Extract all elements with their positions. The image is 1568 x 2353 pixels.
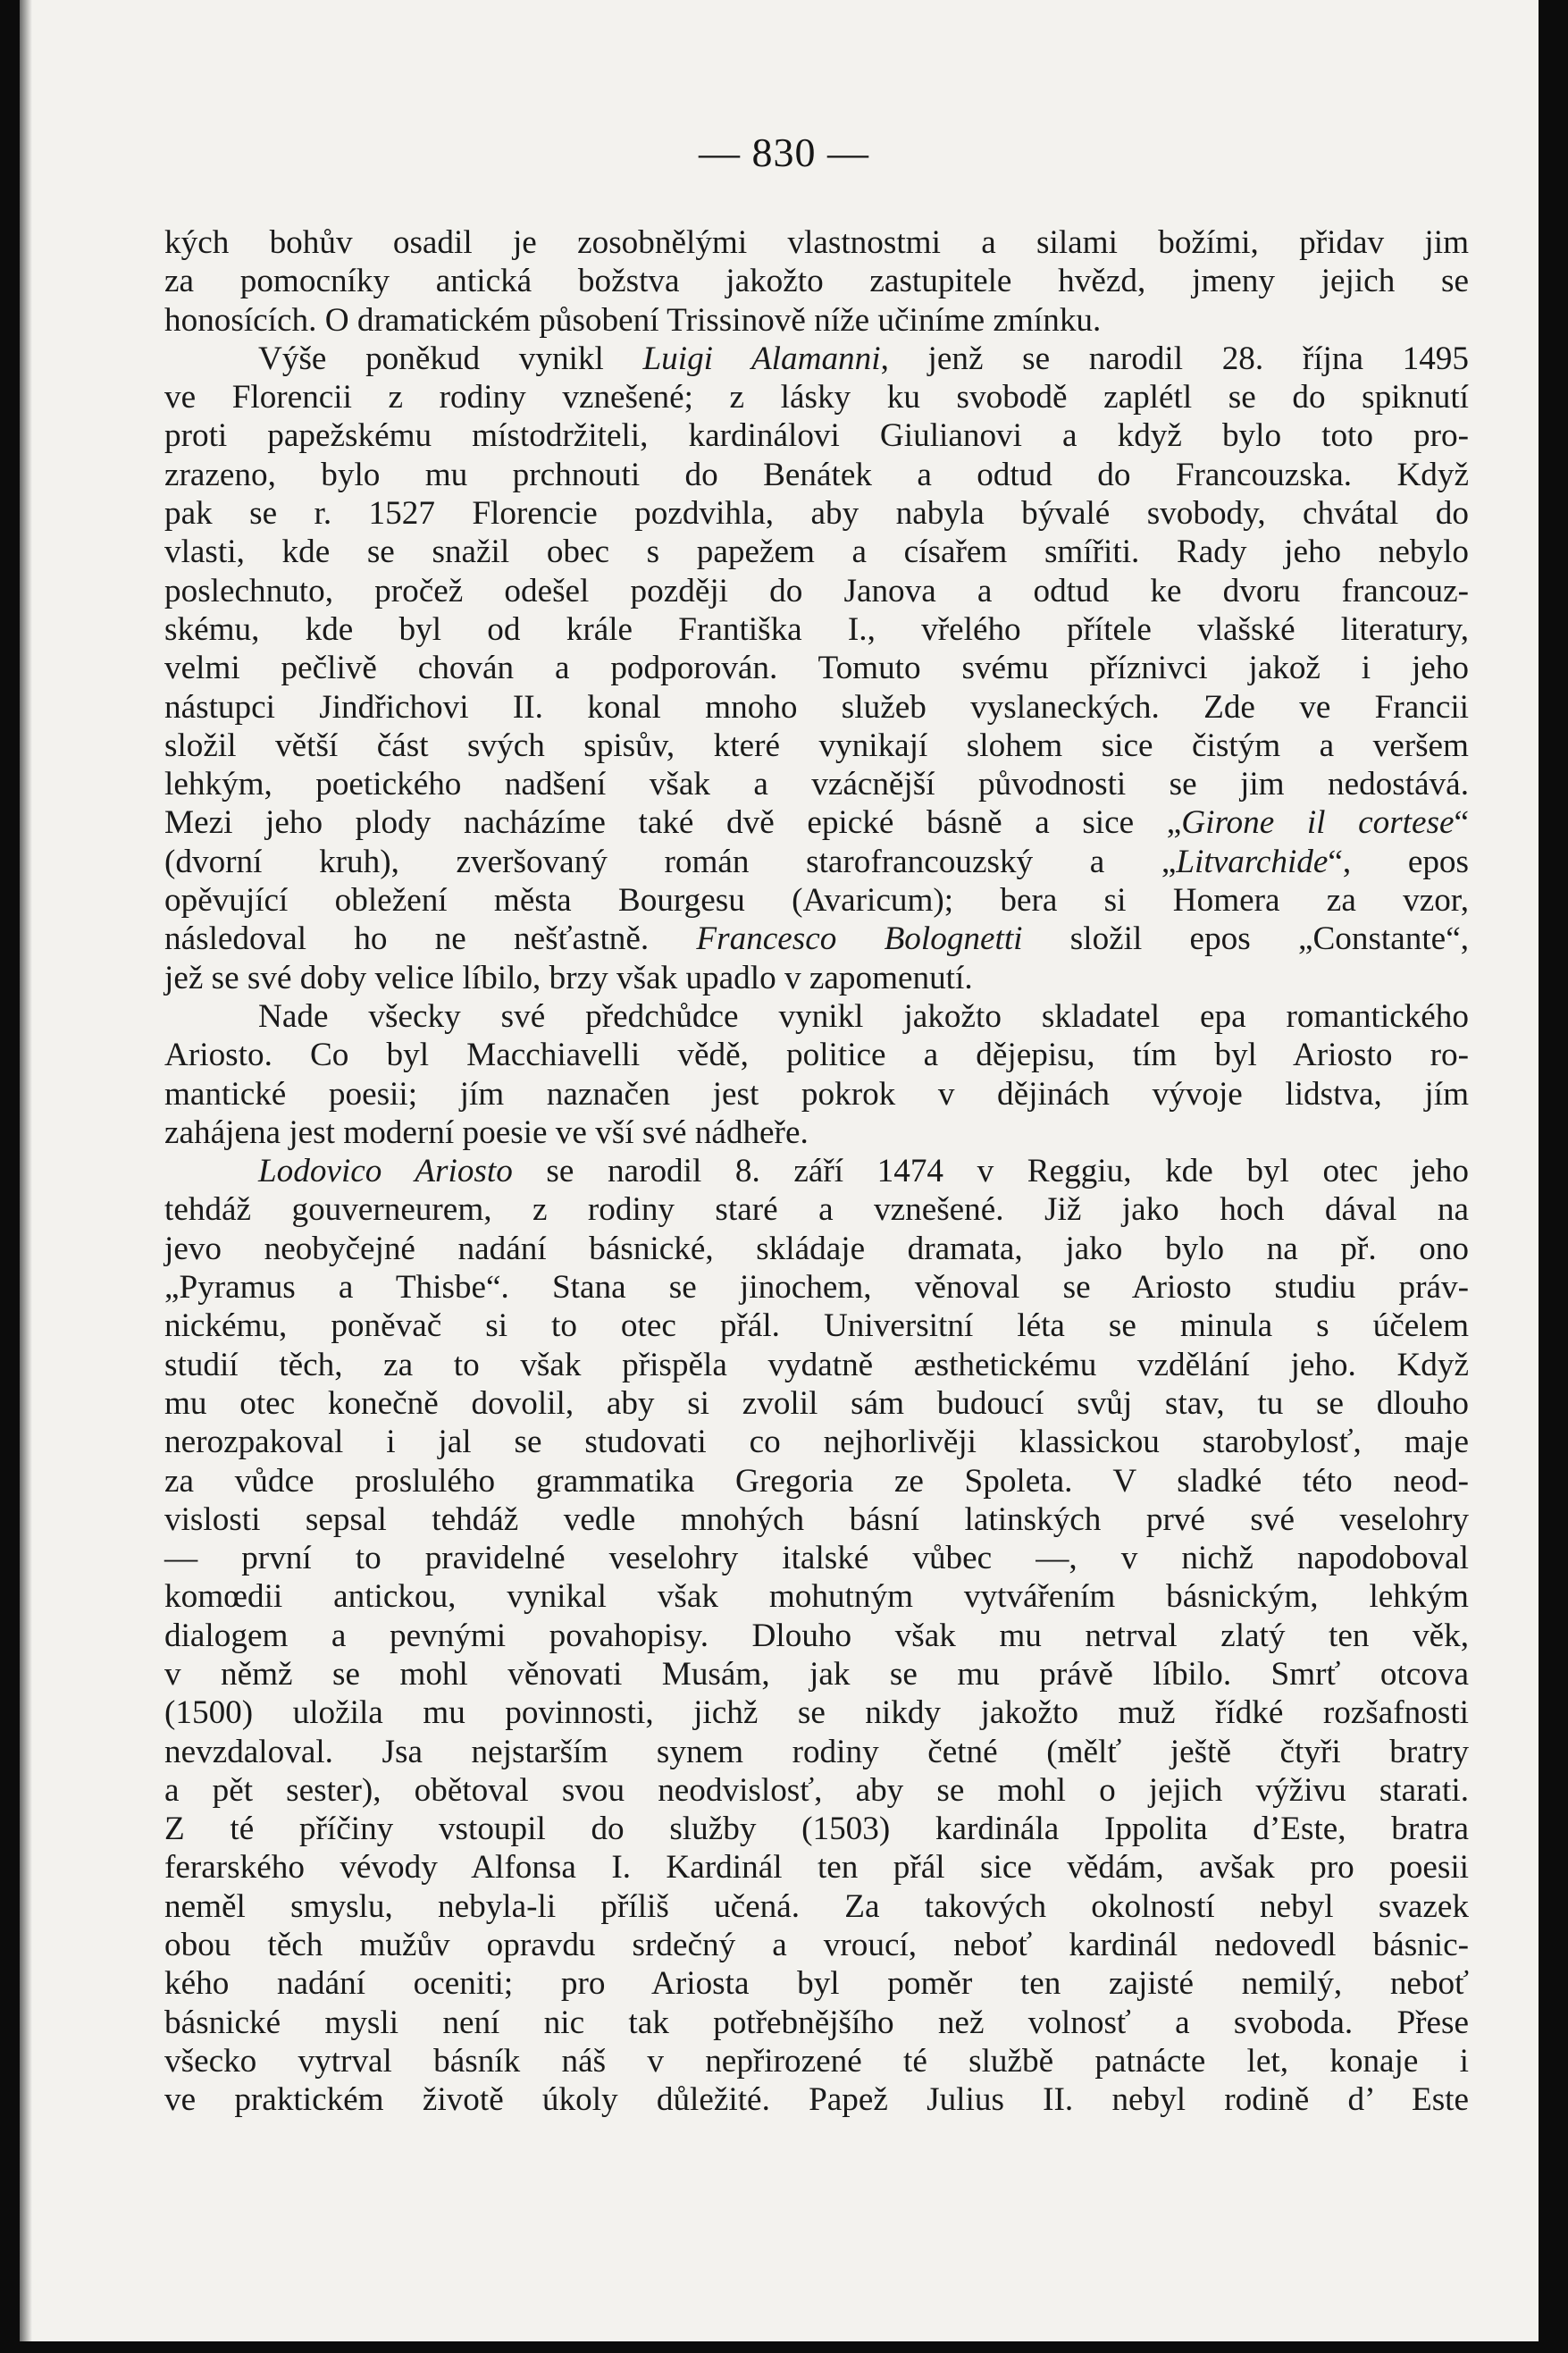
text-line — [164, 1384, 1469, 1423]
line-text: mu otec konečně dovolil, aby si zvolil sám budoucí svůj stav, tu se dlouho — [164, 1384, 1469, 1422]
line-text: honosících. O dramatickém působení Trissinově níže učiníme zmínku. — [164, 301, 1102, 339]
italic-name: Litvarchide — [1176, 843, 1329, 880]
line-text: zrazeno, bylo mu prchnouti do Benátek a odtud do Francouzska. Když — [164, 456, 1469, 493]
text-line — [164, 881, 1469, 920]
text-line — [164, 416, 1469, 455]
text-line — [164, 1462, 1469, 1500]
line-text: (1500) uložila mu povinnosti, jichž se nikdy jakožto muž řídké rozšafnosti — [164, 1694, 1469, 1732]
text-line — [164, 1500, 1469, 1539]
line-text: komœdii antickou, vynikal však mohutným vytvářením básnickým, lehkým — [164, 1578, 1469, 1616]
text-line — [164, 301, 1469, 340]
line-text: lehkým, poetického nadšení však a vzácnější původnosti se jim nedostává. — [164, 766, 1469, 803]
line-text-after: “ — [1454, 804, 1469, 842]
text-line — [164, 340, 1469, 378]
text-line — [164, 1075, 1469, 1113]
text-line — [164, 1887, 1469, 1926]
text-line — [164, 727, 1469, 765]
text-line — [164, 1771, 1469, 1810]
line-text-after: “, epos — [1328, 843, 1469, 880]
line-text: nevzdaloval. Jsa nejstarším synem rodiny četné (mělť ještě čtyři bratry — [164, 1733, 1469, 1770]
text-line — [164, 610, 1469, 649]
line-text: proti papežskému místodržiteli, kardinálovi Giulianovi a když bylo toto pro- — [164, 417, 1469, 455]
text-line — [164, 1655, 1469, 1693]
text-line — [164, 997, 1469, 1036]
line-text: Nade všecky své předchůdce vynikl jakožto skladatel epa romantického — [258, 997, 1469, 1035]
line-text-before: následoval ho ne nešťastně. — [164, 920, 697, 958]
text-line — [164, 1307, 1469, 1345]
text-line — [164, 533, 1469, 571]
text-line — [164, 1848, 1469, 1887]
italic-name: Lodovico Ariosto — [258, 1153, 513, 1190]
text-line — [164, 572, 1469, 610]
text-line — [164, 1693, 1469, 1732]
text-line — [164, 1423, 1469, 1461]
line-text: za vůdce proslulého grammatika Gregoria ze Spoleta. V sladké této neod- — [164, 1462, 1469, 1500]
text-line — [164, 1539, 1469, 1577]
text-line — [164, 223, 1469, 262]
text-line — [164, 1926, 1469, 1964]
text-line — [164, 1346, 1469, 1384]
text-line — [164, 2080, 1469, 2119]
line-text: ve praktickém životě úkoly důležité. Papež Julius II. nebyl rodině d’ Este — [164, 2081, 1469, 2119]
line-text-before: Mezi jeho plody nacházíme také dvě epické básně a sice „ — [164, 804, 1182, 842]
line-text: a pět sester), obětoval svou neodvislosť, aby se mohl o jejich výživu starati. — [164, 1771, 1469, 1809]
page-edge-shadow — [20, 0, 32, 2341]
text-line — [164, 494, 1469, 533]
line-text-after: se narodil 8. září 1474 v Reggiu, kde byl otec jeho — [512, 1153, 1469, 1190]
line-text: za pomocníky antická božstva jakožto zastupitele hvězd, jmeny jejich se — [164, 263, 1469, 300]
line-text: velmi pečlivě chován a podporován. Tomuto svému příznivci jakož i jeho — [164, 650, 1469, 687]
text-line — [164, 2004, 1469, 2042]
line-text: Ariosto. Co byl Macchiavelli vědě, politice a dějepisu, tím byl Ariosto ro- — [164, 1037, 1469, 1074]
italic-name: Francesco Bolognetti — [696, 920, 1023, 958]
text-line — [164, 1577, 1469, 1616]
line-text: všecko vytrval básník náš v nepřirozené té službě patnácte let, konaje i — [164, 2042, 1469, 2080]
text-line — [164, 843, 1469, 881]
line-text: „Pyramus a Thisbe“. Stana se jinochem, věnoval se Ariosto studiu práv- — [164, 1269, 1469, 1307]
line-text: opěvující obležení města Bourgesu (Avaricum); bera si Homera za vzor, — [164, 882, 1469, 920]
line-text: dialogem a pevnými povahopisy. Dlouho však mu netrval zlatý ten věk, — [164, 1617, 1469, 1654]
line-text: nickému, poněvač si to otec přál. Universitní léta se minula s účelem — [164, 1307, 1469, 1345]
text-line — [164, 456, 1469, 494]
line-text: nástupci Jindřichovi II. konal mnoho služeb vyslaneckých. Zde ve Francii — [164, 688, 1469, 726]
text-line — [164, 959, 1469, 997]
line-text: vislosti sepsal tehdáž vedle mnohých básní latinských prvé své veselohry — [164, 1500, 1469, 1538]
line-text: ve Florencii z rodiny vznešené; z lásky ku svobodě zaplétl se do spiknutí — [164, 379, 1469, 416]
text-line — [164, 1617, 1469, 1655]
line-text: poslechnuto, pročež odešel později do Janova a odtud ke dvoru francouz- — [164, 572, 1469, 609]
line-text: ferarského vévody Alfonsa I. Kardinál ten přál sice vědám, avšak pro poesii — [164, 1849, 1469, 1887]
text-line — [164, 1230, 1469, 1268]
line-text: pak se r. 1527 Florencie pozdvihla, aby nabyla bývalé svobody, chvátal do — [164, 495, 1469, 533]
line-text: tehdáž gouverneurem, z rodiny staré a vznešené. Již jako hoch dával na — [164, 1191, 1469, 1229]
line-text: v němž se mohl věnovati Musám, jak se mu právě líbilo. Smrť otcova — [164, 1655, 1469, 1693]
line-text-after: složil epos „Constante“, — [1022, 920, 1469, 958]
line-text: kého nadání oceniti; pro Ariosta byl poměr ten zajisté nemilý, neboť — [164, 1965, 1469, 2003]
page-number: — 830 — — [699, 130, 869, 175]
text-line — [164, 1113, 1469, 1152]
line-text: mantické poesii; jím naznačen jest pokrok v dějinách vývoje lidstva, jím — [164, 1075, 1469, 1113]
text-line — [164, 1964, 1469, 2003]
text-line — [164, 2042, 1469, 2080]
line-text: — první to pravidelné veselohry italské vůbec —, v nichž napodoboval — [164, 1540, 1469, 1577]
line-text: jevo neobyčejné nadání básnické, skládaje dramata, jako bylo na př. ono — [164, 1230, 1469, 1267]
text-line — [164, 1036, 1469, 1074]
line-text: složil větší část svých spisův, které vynikají slohem sice čistým a veršem — [164, 727, 1469, 764]
line-text: zahájena jest moderní poesie ve vší své nádheře. — [164, 1113, 809, 1151]
line-text: neměl smyslu, nebyla-li příliš učená. Za takových okolností nebyl svazek — [164, 1887, 1469, 1925]
line-text-before: Výše poněkud vynikl — [258, 340, 643, 377]
line-text: kých bohův osadil je zosobnělými vlastnostmi a silami božími, přidav jim — [164, 224, 1469, 261]
body-text — [164, 223, 1469, 2120]
line-text-after: , jenž se narodil 28. října 1495 — [880, 340, 1469, 377]
text-line — [164, 688, 1469, 727]
text-line — [164, 378, 1469, 416]
line-text: jež se své doby velice líbilo, brzy však upadlo v zapomenutí. — [164, 959, 973, 996]
line-text: nerozpakoval i jal se studovati co nejhorlivěji klassickou starobylosť, maje — [164, 1424, 1469, 1461]
text-line — [164, 649, 1469, 687]
text-line — [164, 1733, 1469, 1771]
line-text: skému, kde byl od krále Františka I., vřelého přítele vlašské literatury, — [164, 610, 1469, 648]
text-line — [164, 1152, 1469, 1190]
line-text: obou těch mužův opravdu srdečný a vroucí, neboť kardinál nedovedl básnic- — [164, 1927, 1469, 1964]
line-text-before: (dvorní kruh), zveršovaný román starofrancouzský a „ — [164, 843, 1177, 880]
text-line — [164, 803, 1469, 842]
text-line — [164, 1190, 1469, 1229]
text-line — [164, 920, 1469, 958]
line-text: studií těch, za to však přispěla vydatně æsthetickému vzdělání jeho. Když — [164, 1346, 1469, 1383]
italic-name: Girone il cortese — [1181, 804, 1455, 842]
line-text: vlasti, kde se snažil obec s papežem a císařem smířiti. Rady jeho nebylo — [164, 534, 1469, 571]
text-line — [164, 1268, 1469, 1307]
line-text: Z té příčiny vstoupil do služby (1503) kardinála Ippolita d’Este, bratra — [164, 1811, 1469, 1848]
text-line — [164, 1810, 1469, 1848]
text-line — [164, 262, 1469, 300]
italic-name: Luigi Alamanni — [642, 340, 881, 377]
line-text: básnické mysli není nic tak potřebnějšího než volnosť a svoboda. Přese — [164, 2004, 1469, 2041]
text-line — [164, 765, 1469, 803]
